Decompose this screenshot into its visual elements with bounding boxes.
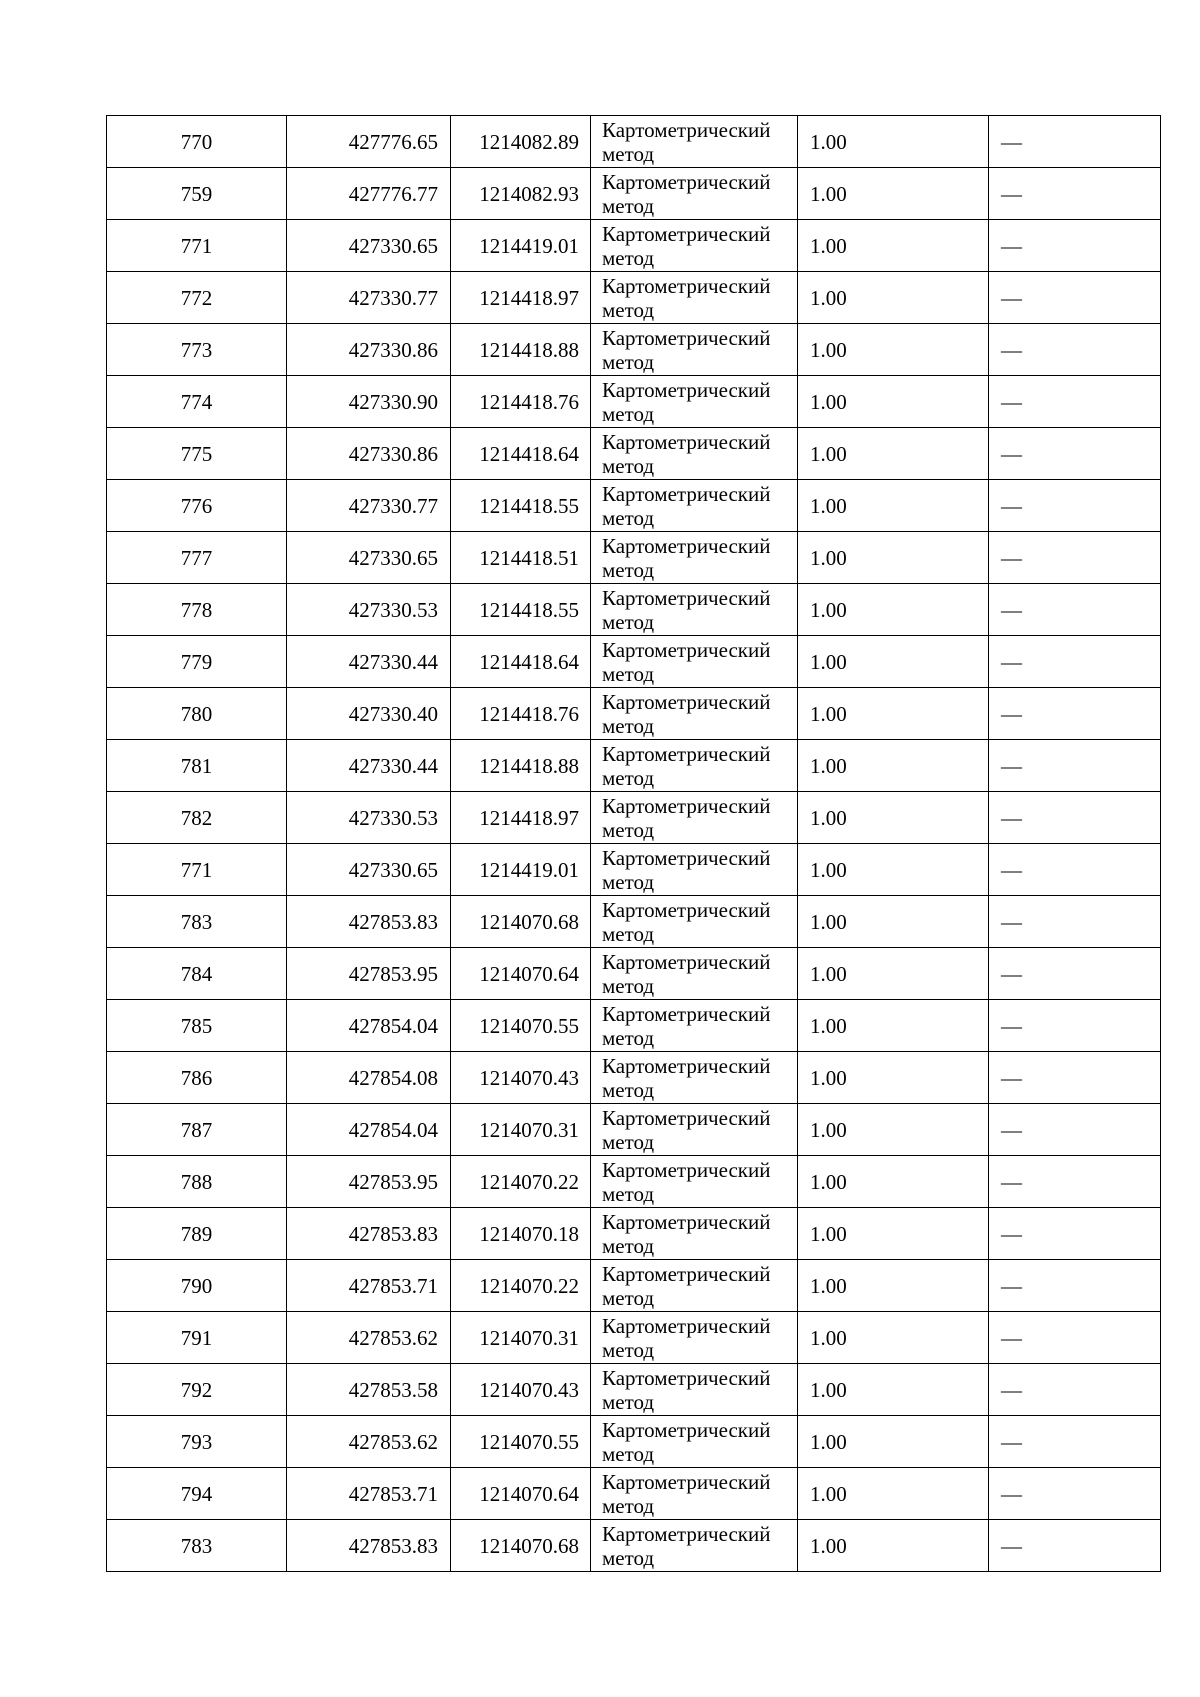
note-cell: — bbox=[989, 584, 1161, 636]
table-row bbox=[107, 480, 1161, 532]
method-cell: Картометрический метод bbox=[591, 792, 798, 844]
accuracy-cell: 1.00 bbox=[798, 1104, 989, 1156]
y-coordinate-cell: 1214070.43 bbox=[451, 1364, 591, 1416]
x-coordinate-cell: 427330.77 bbox=[287, 480, 451, 532]
accuracy-cell: 1.00 bbox=[798, 1052, 989, 1104]
y-coordinate-cell: 1214418.51 bbox=[451, 532, 591, 584]
point-number-cell: 771 bbox=[107, 844, 287, 896]
note-cell: — bbox=[989, 168, 1161, 220]
point-number-cell: 787 bbox=[107, 1104, 287, 1156]
method-cell: Картометрический метод bbox=[591, 740, 798, 792]
y-coordinate-cell: 1214418.97 bbox=[451, 272, 591, 324]
point-number-cell: 781 bbox=[107, 740, 287, 792]
note-cell: — bbox=[989, 1260, 1161, 1312]
x-coordinate-cell: 427853.83 bbox=[287, 1208, 451, 1260]
x-coordinate-cell: 427330.77 bbox=[287, 272, 451, 324]
coordinates-table bbox=[106, 115, 1161, 1572]
point-number-cell: 774 bbox=[107, 376, 287, 428]
method-cell: Картометрический метод bbox=[591, 1312, 798, 1364]
x-coordinate-cell: 427330.86 bbox=[287, 324, 451, 376]
x-coordinate-cell: 427853.62 bbox=[287, 1312, 451, 1364]
y-coordinate-cell: 1214070.22 bbox=[451, 1156, 591, 1208]
table-row bbox=[107, 584, 1161, 636]
note-cell: — bbox=[989, 480, 1161, 532]
accuracy-cell: 1.00 bbox=[798, 584, 989, 636]
method-cell: Картометрический метод bbox=[591, 428, 798, 480]
y-coordinate-cell: 1214070.31 bbox=[451, 1312, 591, 1364]
y-coordinate-cell: 1214419.01 bbox=[451, 844, 591, 896]
point-number-cell: 785 bbox=[107, 1000, 287, 1052]
method-cell: Картометрический метод bbox=[591, 220, 798, 272]
method-cell: Картометрический метод bbox=[591, 1052, 798, 1104]
note-cell: — bbox=[989, 220, 1161, 272]
method-cell: Картометрический метод bbox=[591, 688, 798, 740]
method-cell: Картометрический метод bbox=[591, 948, 798, 1000]
table-row bbox=[107, 1208, 1161, 1260]
point-number-cell: 777 bbox=[107, 532, 287, 584]
method-cell: Картометрический метод bbox=[591, 636, 798, 688]
y-coordinate-cell: 1214419.01 bbox=[451, 220, 591, 272]
x-coordinate-cell: 427330.53 bbox=[287, 584, 451, 636]
x-coordinate-cell: 427853.71 bbox=[287, 1468, 451, 1520]
method-cell: Картометрический метод bbox=[591, 1104, 798, 1156]
accuracy-cell: 1.00 bbox=[798, 428, 989, 480]
table-row bbox=[107, 1156, 1161, 1208]
note-cell: — bbox=[989, 1364, 1161, 1416]
point-number-cell: 788 bbox=[107, 1156, 287, 1208]
x-coordinate-cell: 427330.40 bbox=[287, 688, 451, 740]
note-cell: — bbox=[989, 116, 1161, 168]
coordinates-table-body bbox=[107, 116, 1161, 1572]
method-cell: Картометрический метод bbox=[591, 1416, 798, 1468]
accuracy-cell: 1.00 bbox=[798, 1416, 989, 1468]
point-number-cell: 776 bbox=[107, 480, 287, 532]
point-number-cell: 783 bbox=[107, 1520, 287, 1572]
x-coordinate-cell: 427330.86 bbox=[287, 428, 451, 480]
note-cell: — bbox=[989, 532, 1161, 584]
x-coordinate-cell: 427330.90 bbox=[287, 376, 451, 428]
table-row bbox=[107, 1468, 1161, 1520]
note-cell: — bbox=[989, 688, 1161, 740]
point-number-cell: 789 bbox=[107, 1208, 287, 1260]
table-row bbox=[107, 116, 1161, 168]
y-coordinate-cell: 1214418.88 bbox=[451, 324, 591, 376]
x-coordinate-cell: 427853.62 bbox=[287, 1416, 451, 1468]
x-coordinate-cell: 427853.83 bbox=[287, 896, 451, 948]
x-coordinate-cell: 427853.95 bbox=[287, 1156, 451, 1208]
note-cell: — bbox=[989, 740, 1161, 792]
table-row bbox=[107, 636, 1161, 688]
note-cell: — bbox=[989, 1052, 1161, 1104]
table-row bbox=[107, 1260, 1161, 1312]
method-cell: Картометрический метод bbox=[591, 1208, 798, 1260]
y-coordinate-cell: 1214070.64 bbox=[451, 948, 591, 1000]
x-coordinate-cell: 427853.58 bbox=[287, 1364, 451, 1416]
note-cell: — bbox=[989, 896, 1161, 948]
point-number-cell: 773 bbox=[107, 324, 287, 376]
note-cell: — bbox=[989, 844, 1161, 896]
x-coordinate-cell: 427854.08 bbox=[287, 1052, 451, 1104]
note-cell: — bbox=[989, 1104, 1161, 1156]
method-cell: Картометрический метод bbox=[591, 376, 798, 428]
accuracy-cell: 1.00 bbox=[798, 116, 989, 168]
point-number-cell: 771 bbox=[107, 220, 287, 272]
note-cell: — bbox=[989, 1468, 1161, 1520]
note-cell: — bbox=[989, 1416, 1161, 1468]
y-coordinate-cell: 1214418.64 bbox=[451, 428, 591, 480]
point-number-cell: 786 bbox=[107, 1052, 287, 1104]
accuracy-cell: 1.00 bbox=[798, 1000, 989, 1052]
note-cell: — bbox=[989, 272, 1161, 324]
note-cell: — bbox=[989, 1000, 1161, 1052]
note-cell: — bbox=[989, 1208, 1161, 1260]
x-coordinate-cell: 427330.44 bbox=[287, 740, 451, 792]
accuracy-cell: 1.00 bbox=[798, 1260, 989, 1312]
accuracy-cell: 1.00 bbox=[798, 1468, 989, 1520]
point-number-cell: 794 bbox=[107, 1468, 287, 1520]
method-cell: Картометрический метод bbox=[591, 1260, 798, 1312]
method-cell: Картометрический метод bbox=[591, 1468, 798, 1520]
method-cell: Картометрический метод bbox=[591, 1000, 798, 1052]
y-coordinate-cell: 1214070.68 bbox=[451, 1520, 591, 1572]
method-cell: Картометрический метод bbox=[591, 1156, 798, 1208]
y-coordinate-cell: 1214418.76 bbox=[451, 688, 591, 740]
y-coordinate-cell: 1214070.55 bbox=[451, 1000, 591, 1052]
table-row bbox=[107, 688, 1161, 740]
point-number-cell: 780 bbox=[107, 688, 287, 740]
note-cell: — bbox=[989, 1156, 1161, 1208]
accuracy-cell: 1.00 bbox=[798, 688, 989, 740]
table-row bbox=[107, 1364, 1161, 1416]
method-cell: Картометрический метод bbox=[591, 1364, 798, 1416]
table-row bbox=[107, 1416, 1161, 1468]
point-number-cell: 759 bbox=[107, 168, 287, 220]
y-coordinate-cell: 1214418.97 bbox=[451, 792, 591, 844]
table-row bbox=[107, 740, 1161, 792]
y-coordinate-cell: 1214070.43 bbox=[451, 1052, 591, 1104]
accuracy-cell: 1.00 bbox=[798, 480, 989, 532]
x-coordinate-cell: 427854.04 bbox=[287, 1000, 451, 1052]
accuracy-cell: 1.00 bbox=[798, 532, 989, 584]
point-number-cell: 784 bbox=[107, 948, 287, 1000]
method-cell: Картометрический метод bbox=[591, 272, 798, 324]
note-cell: — bbox=[989, 376, 1161, 428]
point-number-cell: 792 bbox=[107, 1364, 287, 1416]
accuracy-cell: 1.00 bbox=[798, 168, 989, 220]
point-number-cell: 775 bbox=[107, 428, 287, 480]
y-coordinate-cell: 1214070.18 bbox=[451, 1208, 591, 1260]
x-coordinate-cell: 427776.65 bbox=[287, 116, 451, 168]
method-cell: Картометрический метод bbox=[591, 324, 798, 376]
method-cell: Картометрический метод bbox=[591, 584, 798, 636]
note-cell: — bbox=[989, 792, 1161, 844]
note-cell: — bbox=[989, 324, 1161, 376]
point-number-cell: 770 bbox=[107, 116, 287, 168]
method-cell: Картометрический метод bbox=[591, 896, 798, 948]
table-row bbox=[107, 948, 1161, 1000]
table-row bbox=[107, 324, 1161, 376]
point-number-cell: 778 bbox=[107, 584, 287, 636]
point-number-cell: 782 bbox=[107, 792, 287, 844]
method-cell: Картометрический метод bbox=[591, 480, 798, 532]
y-coordinate-cell: 1214418.88 bbox=[451, 740, 591, 792]
y-coordinate-cell: 1214070.31 bbox=[451, 1104, 591, 1156]
accuracy-cell: 1.00 bbox=[798, 948, 989, 1000]
accuracy-cell: 1.00 bbox=[798, 1364, 989, 1416]
accuracy-cell: 1.00 bbox=[798, 376, 989, 428]
y-coordinate-cell: 1214418.76 bbox=[451, 376, 591, 428]
x-coordinate-cell: 427853.71 bbox=[287, 1260, 451, 1312]
y-coordinate-cell: 1214070.64 bbox=[451, 1468, 591, 1520]
accuracy-cell: 1.00 bbox=[798, 792, 989, 844]
note-cell: — bbox=[989, 948, 1161, 1000]
point-number-cell: 793 bbox=[107, 1416, 287, 1468]
method-cell: Картометрический метод bbox=[591, 844, 798, 896]
x-coordinate-cell: 427330.44 bbox=[287, 636, 451, 688]
point-number-cell: 779 bbox=[107, 636, 287, 688]
table-row bbox=[107, 168, 1161, 220]
point-number-cell: 791 bbox=[107, 1312, 287, 1364]
accuracy-cell: 1.00 bbox=[798, 1156, 989, 1208]
table-row bbox=[107, 1000, 1161, 1052]
accuracy-cell: 1.00 bbox=[798, 1520, 989, 1572]
table-row bbox=[107, 1052, 1161, 1104]
point-number-cell: 772 bbox=[107, 272, 287, 324]
x-coordinate-cell: 427330.65 bbox=[287, 844, 451, 896]
point-number-cell: 783 bbox=[107, 896, 287, 948]
table-row bbox=[107, 1312, 1161, 1364]
x-coordinate-cell: 427853.83 bbox=[287, 1520, 451, 1572]
y-coordinate-cell: 1214082.89 bbox=[451, 116, 591, 168]
table-row bbox=[107, 1520, 1161, 1572]
note-cell: — bbox=[989, 428, 1161, 480]
accuracy-cell: 1.00 bbox=[798, 272, 989, 324]
note-cell: — bbox=[989, 1312, 1161, 1364]
accuracy-cell: 1.00 bbox=[798, 324, 989, 376]
x-coordinate-cell: 427330.53 bbox=[287, 792, 451, 844]
accuracy-cell: 1.00 bbox=[798, 740, 989, 792]
note-cell: — bbox=[989, 636, 1161, 688]
y-coordinate-cell: 1214082.93 bbox=[451, 168, 591, 220]
y-coordinate-cell: 1214070.68 bbox=[451, 896, 591, 948]
accuracy-cell: 1.00 bbox=[798, 844, 989, 896]
x-coordinate-cell: 427776.77 bbox=[287, 168, 451, 220]
table-row bbox=[107, 376, 1161, 428]
y-coordinate-cell: 1214418.64 bbox=[451, 636, 591, 688]
method-cell: Картометрический метод bbox=[591, 1520, 798, 1572]
note-cell: — bbox=[989, 1520, 1161, 1572]
point-number-cell: 790 bbox=[107, 1260, 287, 1312]
table-row bbox=[107, 792, 1161, 844]
method-cell: Картометрический метод bbox=[591, 116, 798, 168]
x-coordinate-cell: 427854.04 bbox=[287, 1104, 451, 1156]
table-row bbox=[107, 896, 1161, 948]
table-row bbox=[107, 532, 1161, 584]
table-row bbox=[107, 220, 1161, 272]
table-row bbox=[107, 272, 1161, 324]
accuracy-cell: 1.00 bbox=[798, 1208, 989, 1260]
accuracy-cell: 1.00 bbox=[798, 220, 989, 272]
table-row bbox=[107, 844, 1161, 896]
y-coordinate-cell: 1214418.55 bbox=[451, 584, 591, 636]
method-cell: Картометрический метод bbox=[591, 168, 798, 220]
y-coordinate-cell: 1214070.55 bbox=[451, 1416, 591, 1468]
x-coordinate-cell: 427853.95 bbox=[287, 948, 451, 1000]
method-cell: Картометрический метод bbox=[591, 532, 798, 584]
table-row bbox=[107, 1104, 1161, 1156]
x-coordinate-cell: 427330.65 bbox=[287, 532, 451, 584]
table-row bbox=[107, 428, 1161, 480]
y-coordinate-cell: 1214418.55 bbox=[451, 480, 591, 532]
accuracy-cell: 1.00 bbox=[798, 896, 989, 948]
y-coordinate-cell: 1214070.22 bbox=[451, 1260, 591, 1312]
accuracy-cell: 1.00 bbox=[798, 636, 989, 688]
x-coordinate-cell: 427330.65 bbox=[287, 220, 451, 272]
accuracy-cell: 1.00 bbox=[798, 1312, 989, 1364]
